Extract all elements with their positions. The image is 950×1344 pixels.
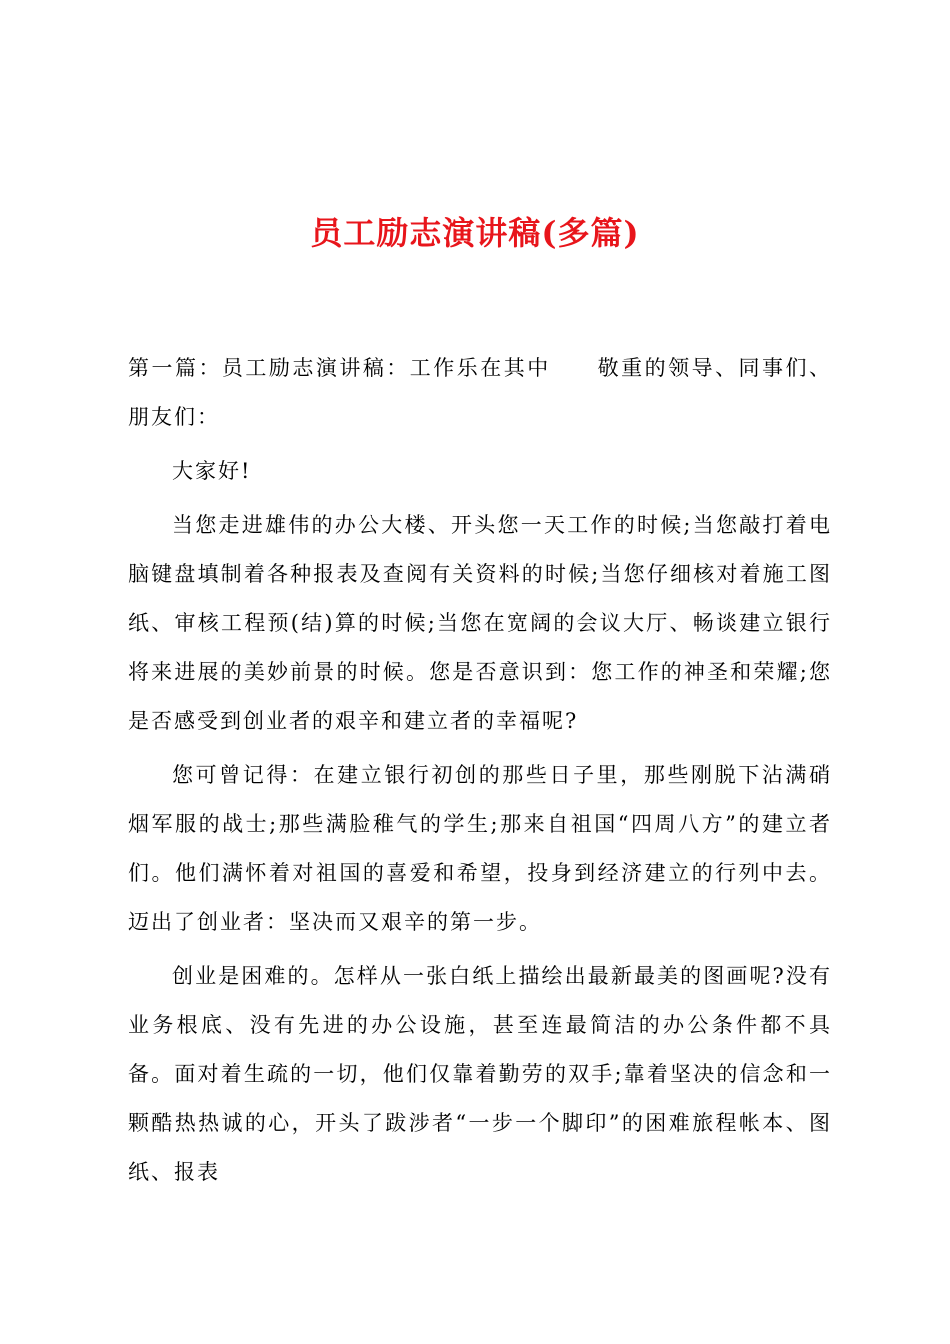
paragraph: 您可曾记得：在建立银行初创的那些日子里，那些刚脱下沾满硝烟军服的战士;那些满脸稚气的学生;那来自祖国“四周八方”的建立者们。他们满怀着对祖国的喜爱和希望，投身到经济建立的行列中去。迈出了创业者：坚决而又艰辛的第一步。: [128, 763, 832, 934]
paragraph-heading: 第一篇：员工励志演讲稿：工作乐在其中 敬重的领导、同事们、朋友们：: [128, 356, 832, 429]
paragraph-greeting: 大家好!: [172, 459, 252, 483]
paragraph: 当您走进雄伟的办公大楼、开头您一天工作的时候;当您敲打着电脑键盘填制着各种报表及查阅有关资料的时候;当您仔细核对着施工图纸、审核工程预(结)算的时候;当您在宽阔的会议大厅、畅谈建立银行将来进展的美妙前景的时候。您是否意识到：您工作的神圣和荣耀;您是否感受到创业者的艰辛和建立者的幸福呢?: [128, 513, 832, 733]
paragraph: 创业是困难的。怎样从一张白纸上描绘出最新最美的图画呢?没有业务根底、没有先进的办公设施，甚至连最简洁的办公条件都不具备。面对着生疏的一切，他们仅靠着勤劳的双手;靠着坚决的信念和一颗酷热热诚的心，开头了跋涉者“一步一个脚印”的困难旅程帐本、图纸、报表: [128, 964, 832, 1184]
document-body: [128, 344, 832, 1202]
document-title: 员工励志演讲稿(多篇): [310, 214, 640, 252]
